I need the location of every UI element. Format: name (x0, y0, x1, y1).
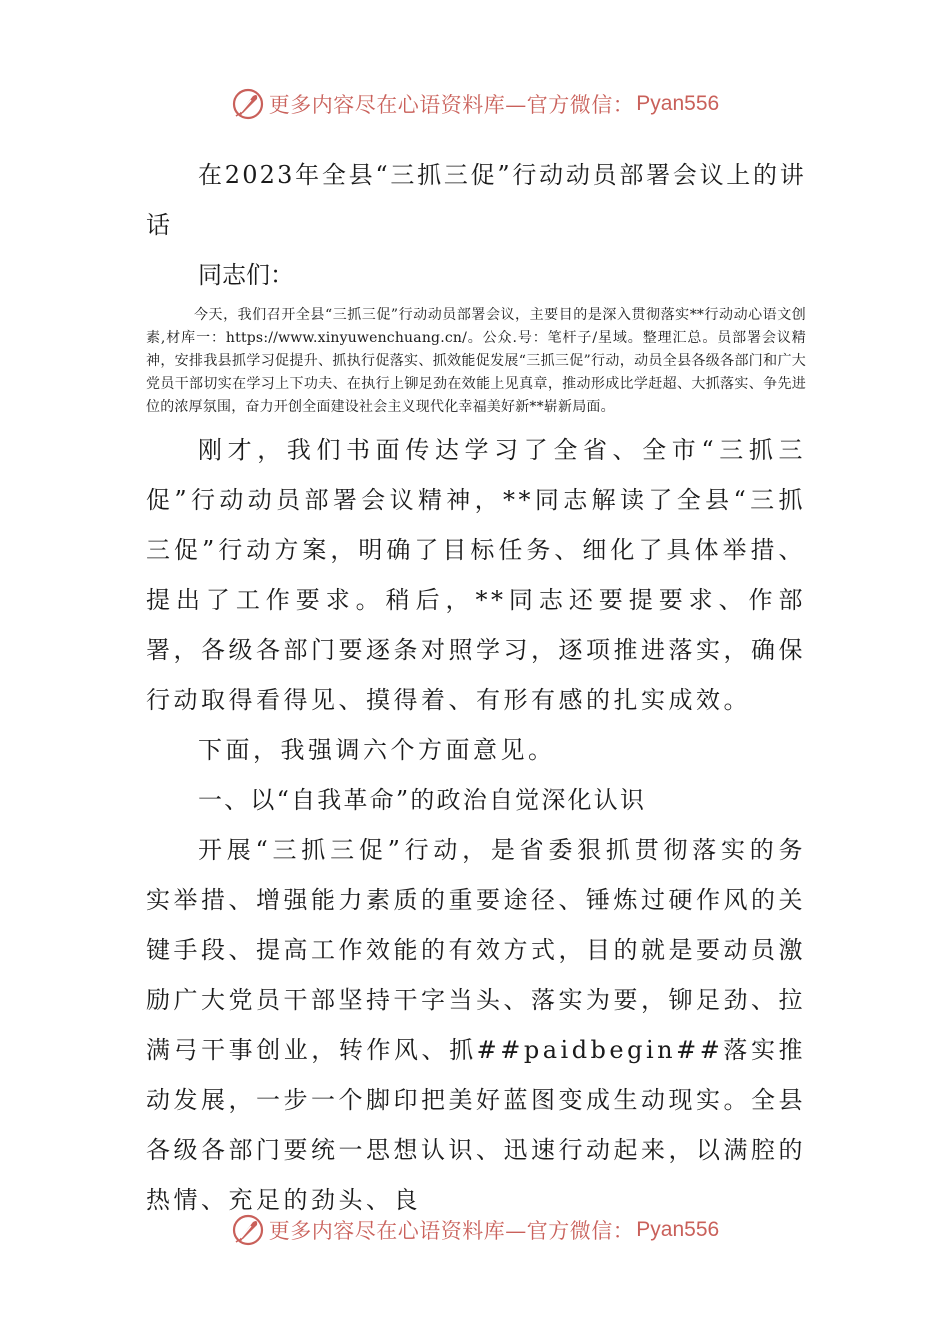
header-watermark-banner (0, 84, 950, 124)
document-body (146, 150, 806, 1225)
paragraph-3: 开展“三抓三促”行动，是省委狠抓贯彻落实的务实举措、增强能力素质的重要途径、锤炼过硬作风的关键手段、提高工作效能的有效方式，目的就是要动员激励广大党员干部坚持干字当头、落实为要，铆足劲、拉满弓干事创业，转作风、抓##paidbegin##落实推动发展，一步一个脚印把美好蓝图变成生动现实。全县各级各部门要统一思想认识、迅速行动起来，以满腔的热情、充足的劲头、良 (146, 836, 806, 1214)
intro-paragraph: 今天，我们召开全县“三抓三促”行动动员部署会议，主要目的是深入贯彻落实**行动动心语文创素,材库一：https://www.xinyuwenchuang.cn/。公众.号：笔杆子/星域。整理汇总。员部署会议精神，安排我县抓学习促提升、抓执行促落实、抓效能促发展“三抓三促”行动，动员全县各级各部门和广大党员干部切实在学习上下功夫、在执行上铆足劲在效能上见真章，推动形成比学赶超、大抓落实、争先进位的浓厚氛围，奋力开创全面建设社会主义现代化幸福美好新**崭新局面。 (146, 307, 806, 415)
greeting: 同志们： (198, 261, 294, 289)
watermark-text: 更多内容尽在心语资料库—官方微信： (268, 93, 635, 117)
quill-pen-logo-icon (231, 87, 265, 121)
quill-pen-logo-icon (231, 1213, 265, 1247)
document-title: 在2023年全县“三抓三促”行动动员部署会议上的讲话 (146, 161, 806, 239)
section-heading-1: 一、以“自我革命”的政治自觉深化认识 (198, 786, 647, 814)
paragraph-1: 刚才，我们书面传达学习了全省、全市“三抓三促”行动动员部署会议精神，**同志解读了全县“三抓三促”行动方案，明确了目标任务、细化了具体举措、提出了工作要求。稍后，**同志还要提要求、作部署，各级各部门要逐条对照学习，逐项推进落实，确保行动取得看得见、摸得着、有形有感的扎实成效。 (146, 436, 806, 714)
watermark-text: 更多内容尽在心语资料库—官方微信： (268, 1219, 635, 1243)
watermark-wechat-handle: Pyan556 (636, 92, 720, 115)
paragraph-2: 下面，我强调六个方面意见。 (198, 736, 556, 764)
footer-watermark-banner (0, 1210, 950, 1250)
watermark-wechat-handle: Pyan556 (636, 1218, 720, 1241)
